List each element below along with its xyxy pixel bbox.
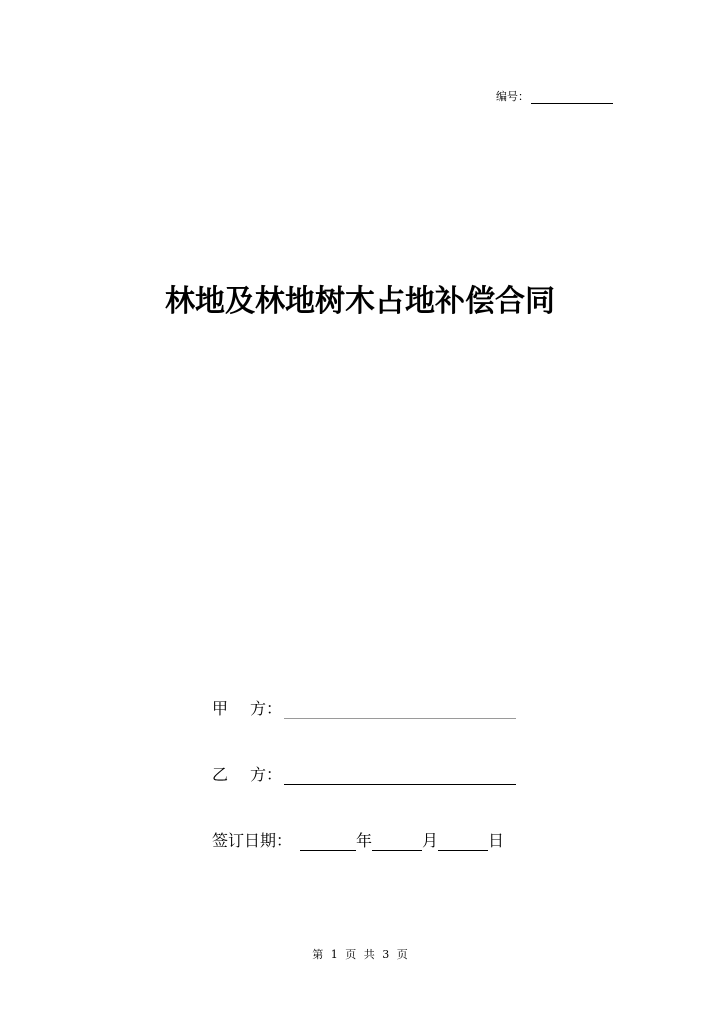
page-footer: 第 1 页 共 3 页 (312, 948, 408, 961)
party-b-suffix: 方： (250, 765, 283, 784)
party-a-char: 甲 (212, 699, 229, 718)
month-blank (372, 834, 422, 851)
sign-date-row (212, 828, 504, 851)
year-label: 年 (356, 831, 373, 850)
party-a-row (212, 696, 516, 719)
month-label: 月 (422, 831, 439, 850)
day-blank (438, 834, 488, 851)
document-number (496, 88, 613, 104)
document-number-blank (531, 92, 613, 104)
document-number-label: 编号： (496, 90, 529, 103)
sign-date-label: 签订日期： (212, 831, 293, 850)
party-a-blank (284, 702, 516, 719)
party-b-row (212, 762, 516, 785)
party-b-blank (284, 768, 516, 785)
year-blank (300, 834, 356, 851)
day-label: 日 (488, 831, 505, 850)
party-a-suffix: 方： (250, 699, 283, 718)
document-title: 林地及林地树木占地补偿合同 (165, 284, 555, 319)
party-b-char: 乙 (212, 765, 229, 784)
